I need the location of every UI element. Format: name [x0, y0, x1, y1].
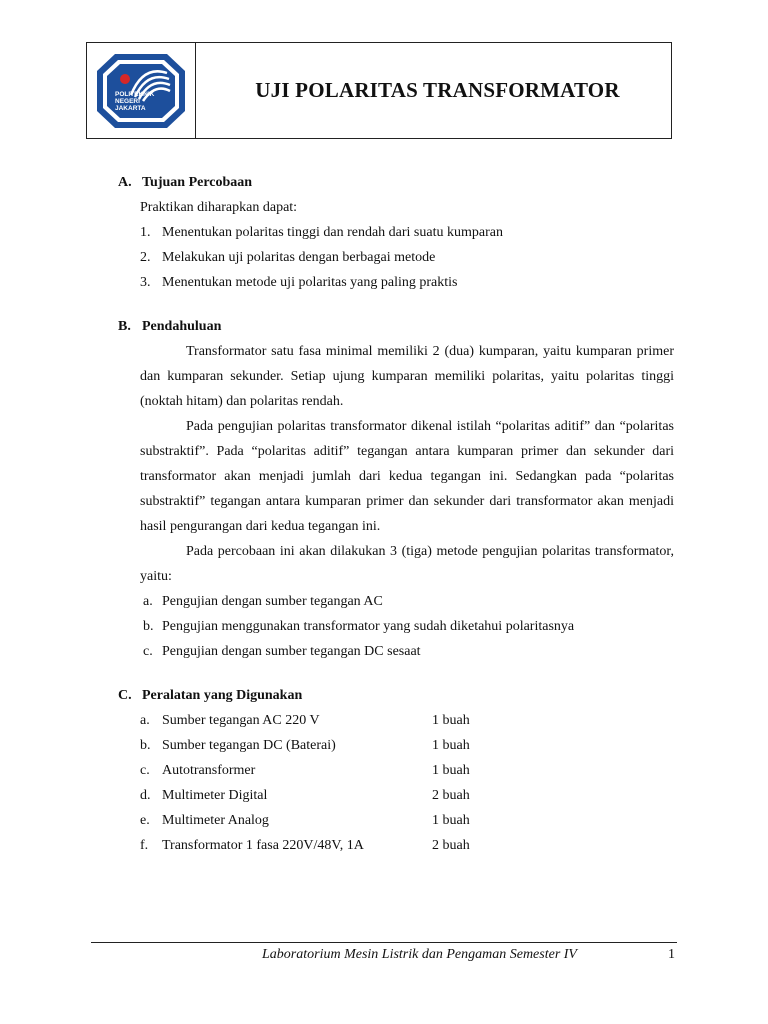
equipment-qty: 2 buah: [432, 838, 470, 853]
equipment-row: [118, 783, 674, 808]
list-text: Melakukan uji polaritas dengan berbagai metode: [162, 250, 436, 265]
logo-text-line-1: POLITEKNIK: [115, 90, 155, 98]
section-a-title: Tujuan Percobaan: [142, 175, 253, 190]
institution-logo: [95, 51, 187, 131]
list-marker: f.: [140, 838, 149, 853]
section-b-letter: B.: [118, 319, 131, 334]
list-text: Menentukan metode uji polaritas yang paling praktis: [162, 275, 458, 290]
footer-text: Laboratorium Mesin Listrik dan Pengaman Semester IV: [262, 947, 577, 962]
section-a-heading: [118, 170, 674, 195]
logo-cell: [87, 43, 196, 138]
list-text: Pengujian menggunakan transformator yang sudah diketahui polaritasnya: [162, 619, 575, 634]
section-c-heading: [118, 683, 674, 708]
equipment-name: Multimeter Digital: [162, 788, 268, 803]
logo-text-line-2: NEGERI: [115, 97, 140, 105]
list-marker: d.: [140, 788, 151, 803]
footer-divider: [91, 942, 677, 943]
list-item: [118, 220, 674, 245]
list-marker: c.: [143, 644, 153, 659]
equipment-row: [118, 808, 674, 833]
equipment-name: Sumber tegangan DC (Baterai): [162, 738, 336, 753]
list-item: [118, 270, 674, 295]
list-number: 1.: [140, 225, 151, 240]
list-text: Pengujian dengan sumber tegangan AC: [162, 594, 383, 609]
list-item: [118, 589, 674, 614]
equipment-qty: 1 buah: [432, 763, 470, 778]
equipment-row: [118, 833, 674, 858]
list-number: 3.: [140, 275, 151, 290]
document-title: UJI POLARITAS TRANSFORMATOR: [255, 78, 620, 102]
list-marker: e.: [140, 813, 150, 828]
section-c-letter: C.: [118, 688, 132, 703]
introduction-text: [118, 339, 674, 589]
equipment-row: [118, 708, 674, 733]
paragraph: Pada pengujian polaritas transformator dikenal istilah “polaritas aditif” dan “polaritas substraktif”. Pada “polaritas aditif” tegangan antara kumparan primer dan sekunder dari transformator akan menjadi jumlah dari kedua tegangan ini. Sedangkan pada “polaritas substraktif” tegangan antara kumparan primer dan sekunder dari transformator akan menjadi hasil pengurangan dari kedua tegangan ini.: [140, 419, 674, 534]
equipment-name: Sumber tegangan AC 220 V: [162, 713, 320, 728]
equipment-qty: 2 buah: [432, 788, 470, 803]
logo-text-line-3: JAKARTA: [115, 104, 146, 112]
section-b-heading: [118, 314, 674, 339]
list-text: Pengujian dengan sumber tegangan DC sesaat: [162, 644, 421, 659]
document-header: [86, 42, 672, 139]
objectives-list: [118, 220, 674, 295]
equipment-qty: 1 buah: [432, 713, 470, 728]
equipment-list: [118, 708, 674, 858]
paragraph: Pada percobaan ini akan dilakukan 3 (tiga) metode pengujian polaritas transformator, yaitu:: [140, 544, 674, 584]
section-a-intro: Praktikan diharapkan dapat:: [140, 200, 298, 215]
list-marker: a.: [143, 594, 153, 609]
list-marker: c.: [140, 763, 150, 778]
title-cell: [196, 43, 671, 138]
list-marker: b.: [140, 738, 151, 753]
equipment-qty: 1 buah: [432, 813, 470, 828]
paragraph: Transformator satu fasa minimal memiliki 2 (dua) kumparan, yaitu kumparan primer dan kumparan sekunder. Setiap ujung kumparan memiliki polaritas, yaitu polaritas tinggi (noktah hitam) dan polaritas rendah.: [140, 344, 674, 409]
list-marker: a.: [140, 713, 150, 728]
document-body: [118, 170, 674, 858]
methods-list: [118, 589, 674, 664]
list-number: 2.: [140, 250, 151, 265]
section-c-title: Peralatan yang Digunakan: [142, 688, 303, 703]
equipment-row: [118, 758, 674, 783]
equipment-row: [118, 733, 674, 758]
section-a-letter: A.: [118, 175, 132, 190]
section-b-title: Pendahuluan: [142, 319, 222, 334]
list-item: [118, 614, 674, 639]
list-marker: b.: [143, 619, 154, 634]
list-item: [118, 245, 674, 270]
page-number: 1: [668, 947, 675, 962]
list-item: [118, 639, 674, 664]
list-text: Menentukan polaritas tinggi dan rendah dari suatu kumparan: [162, 225, 503, 240]
equipment-name: Transformator 1 fasa 220V/48V, 1A: [162, 838, 364, 853]
equipment-name: Autotransformer: [162, 763, 256, 778]
equipment-qty: 1 buah: [432, 738, 470, 753]
equipment-name: Multimeter Analog: [162, 813, 269, 828]
